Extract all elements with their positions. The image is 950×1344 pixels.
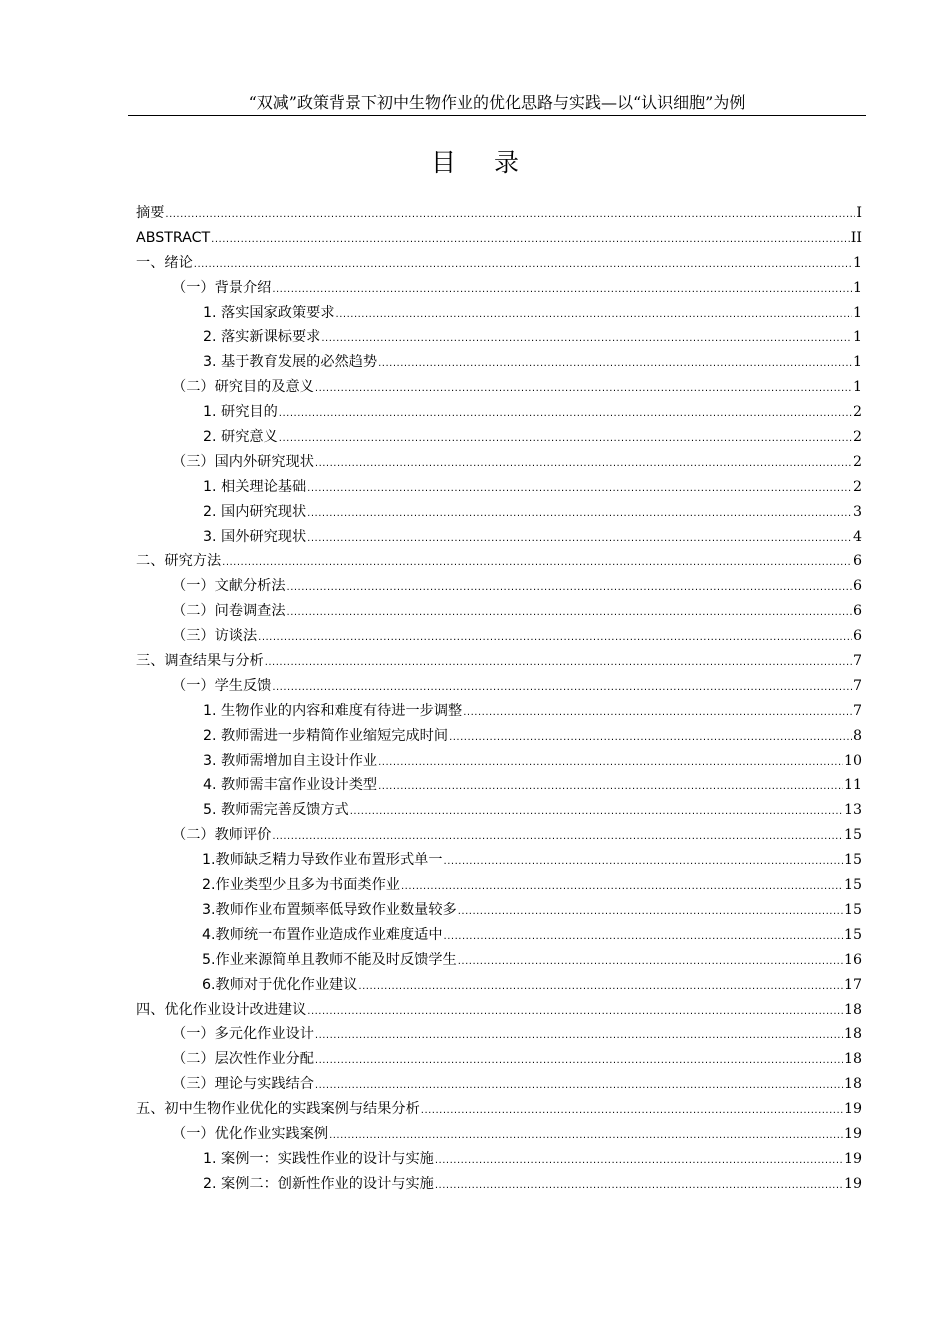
- toc-entry[interactable]: [136, 948, 862, 973]
- toc-entry[interactable]: [136, 624, 862, 649]
- toc-page-number: 18: [843, 1001, 862, 1018]
- toc-entry-text: 二、研究方法: [136, 553, 222, 570]
- toc-dot-leader: [211, 228, 850, 253]
- toc-page-number: 19: [843, 1101, 862, 1118]
- toc-entry[interactable]: [136, 301, 862, 326]
- toc-entry[interactable]: [136, 226, 862, 251]
- toc-entry[interactable]: [136, 1072, 862, 1097]
- toc-dot-leader: [287, 601, 852, 626]
- toc-entry[interactable]: [136, 400, 862, 425]
- toc-entry-text: ABSTRACT: [136, 229, 211, 246]
- toc-entry[interactable]: [136, 425, 862, 450]
- page-title: 目录: [430, 148, 557, 177]
- toc-dot-leader: [458, 900, 843, 925]
- toc-entry[interactable]: [136, 699, 862, 724]
- toc-entry-text: 3.教师作业布置频率低导致作业数量较多: [202, 901, 457, 918]
- toc-dot-leader: [307, 527, 852, 552]
- toc-page-number: 6: [852, 628, 862, 645]
- toc-dot-leader: [307, 1000, 843, 1025]
- toc-dot-leader: [435, 1149, 843, 1174]
- toc-entry-text: （一）文献分析法: [172, 578, 286, 595]
- toc-page-number: 6: [852, 603, 862, 620]
- toc-dot-leader: [444, 925, 843, 950]
- toc-entry[interactable]: [136, 823, 862, 848]
- toc-dot-leader: [279, 402, 852, 427]
- toc-page-number: 2: [852, 404, 862, 421]
- toc-page-number: 7: [852, 702, 862, 719]
- toc-entry-text: （三）访谈法: [172, 628, 258, 645]
- toc-page-number: 2: [852, 478, 862, 495]
- toc-entry[interactable]: [136, 749, 862, 774]
- toc-entry-text: 1.教师缺乏精力导致作业布置形式单一: [202, 852, 443, 869]
- toc-page-number: 18: [843, 1051, 862, 1068]
- toc-entry-text: 2. 国内研究现状: [203, 503, 307, 520]
- toc-dot-leader: [458, 950, 843, 975]
- toc-page-number: 7: [852, 653, 862, 670]
- toc-dot-leader: [258, 626, 852, 651]
- toc-entry[interactable]: [136, 724, 862, 749]
- toc-dot-leader: [315, 1049, 843, 1074]
- toc-entry[interactable]: [136, 848, 862, 873]
- toc-dot-leader: [315, 1074, 843, 1099]
- toc-page-number: 8: [852, 727, 862, 744]
- toc-entry[interactable]: [136, 1022, 862, 1047]
- toc-entry[interactable]: [136, 525, 862, 550]
- toc-dot-leader: [321, 327, 852, 352]
- toc-entry-text: 摘要: [136, 205, 165, 221]
- toc-dot-leader: [378, 352, 852, 377]
- toc-entry-text: 6.教师对于优化作业建议: [202, 976, 358, 993]
- toc-entry[interactable]: [136, 276, 862, 301]
- toc-page-number: 1: [852, 304, 862, 321]
- toc-entry[interactable]: [136, 1147, 862, 1172]
- toc-entry[interactable]: [136, 923, 862, 948]
- toc-entry-text: （一）学生反馈: [172, 677, 272, 694]
- toc-entry-text: 三、调查结果与分析: [136, 653, 264, 670]
- toc-page-number: 7: [852, 677, 862, 694]
- toc-dot-leader: [378, 775, 843, 800]
- toc-dot-leader: [350, 800, 843, 825]
- toc-entry-text: （三）国内外研究现状: [172, 453, 314, 470]
- toc-entry-text: （一）优化作业实践案例: [172, 1125, 329, 1142]
- toc-dot-leader: [165, 203, 855, 228]
- toc-entry[interactable]: [136, 873, 862, 898]
- toc-page-number: 15: [843, 877, 862, 894]
- toc-entry-text: （二）研究目的及意义: [172, 379, 314, 396]
- toc-page-number: 16: [843, 951, 862, 968]
- toc-entry-text: 5. 教师需完善反馈方式: [203, 802, 349, 819]
- toc-dot-leader: [336, 303, 852, 328]
- toc-dot-leader: [435, 1174, 843, 1199]
- toc-page-number: 11: [843, 777, 862, 794]
- toc-entry[interactable]: [136, 1047, 862, 1072]
- toc-entry-text: （一）背景介绍: [172, 279, 272, 296]
- toc-dot-leader: [421, 1099, 843, 1124]
- toc-entry-text: 2.作业类型少且多为书面类作业: [202, 877, 400, 894]
- toc-dot-leader: [378, 751, 843, 776]
- toc-entry[interactable]: [136, 549, 862, 574]
- toc-entry[interactable]: [136, 674, 862, 699]
- toc-entry[interactable]: [136, 1122, 862, 1147]
- toc-entry[interactable]: [136, 251, 862, 276]
- toc-dot-leader: [287, 576, 852, 601]
- toc-entry[interactable]: [136, 574, 862, 599]
- toc-entry[interactable]: [136, 998, 862, 1023]
- toc-entry-text: 2. 教师需进一步精简作业缩短完成时间: [203, 727, 449, 744]
- toc-entry-text: 1. 生物作业的内容和难度有待进一步调整: [203, 702, 463, 719]
- toc-dot-leader: [463, 701, 852, 726]
- toc-page-number: 1: [852, 279, 862, 296]
- toc-entry[interactable]: [136, 475, 862, 500]
- toc-entry[interactable]: [136, 350, 862, 375]
- toc-dot-leader: [265, 651, 852, 676]
- toc-entry[interactable]: [136, 773, 862, 798]
- toc-page-number: 6: [852, 578, 862, 595]
- toc-entry-text: （二）问卷调查法: [172, 603, 286, 620]
- toc-page-number: 10: [843, 752, 862, 769]
- toc-entry-text: （二）教师评价: [172, 827, 272, 844]
- toc-entry[interactable]: [136, 1097, 862, 1122]
- toc-dot-leader: [358, 975, 843, 1000]
- toc-page-number: 4: [852, 528, 862, 545]
- toc-page-number: 1: [852, 354, 862, 371]
- toc-entry-text: （二）层次性作业分配: [172, 1051, 314, 1068]
- toc-page-number: 18: [843, 1026, 862, 1043]
- toc-dot-leader: [307, 477, 852, 502]
- toc-page-number: II: [850, 229, 862, 246]
- toc-dot-leader: [401, 875, 843, 900]
- header-rule: [128, 115, 866, 116]
- toc-dot-leader: [449, 726, 852, 751]
- toc-entry-text: 五、初中生物作业优化的实践案例与结果分析: [136, 1101, 420, 1118]
- toc-entry-text: 1. 研究目的: [203, 404, 278, 421]
- toc-dot-leader: [315, 1024, 843, 1049]
- toc-page-number: 2: [852, 429, 862, 446]
- toc-entry-text: 3. 国外研究现状: [203, 528, 307, 545]
- toc-entry-text: 1. 相关理论基础: [203, 478, 307, 495]
- toc-entry[interactable]: [136, 973, 862, 998]
- toc-entry-text: 2. 研究意义: [203, 429, 278, 446]
- toc-page-number: 15: [843, 827, 862, 844]
- toc-dot-leader: [272, 278, 852, 303]
- toc-entry-text: 四、优化作业设计改进建议: [136, 1001, 307, 1018]
- toc-entry-text: （一）多元化作业设计: [172, 1026, 314, 1043]
- toc-page-number: 19: [843, 1125, 862, 1142]
- toc-page-number: I: [856, 205, 862, 221]
- toc-entry-text: 1. 案例一：实践性作业的设计与实施: [203, 1150, 434, 1167]
- toc-dot-leader: [444, 850, 843, 875]
- toc-dot-leader: [272, 676, 852, 701]
- toc-page-number: 1: [852, 329, 862, 346]
- toc-page-number: 6: [852, 553, 862, 570]
- toc-entry[interactable]: [136, 599, 862, 624]
- toc-entry[interactable]: [136, 325, 862, 350]
- toc-entry-text: （三）理论与实践结合: [172, 1076, 314, 1093]
- toc-dot-leader: [315, 377, 852, 402]
- toc-page-number: 17: [843, 976, 862, 993]
- toc-page-number: 19: [843, 1150, 862, 1167]
- toc-dot-leader: [329, 1124, 843, 1149]
- running-header-title: “双减”政策背景下初中生物作业的优化思路与实践—以“认识细胞”为例: [248, 93, 746, 112]
- toc-entry[interactable]: [136, 798, 862, 823]
- toc-entry-text: 4.教师统一布置作业造成作业难度适中: [202, 926, 443, 943]
- toc-dot-leader: [222, 551, 852, 576]
- toc-page-number: 13: [843, 802, 862, 819]
- toc-entry[interactable]: [136, 898, 862, 923]
- toc-entry-text: 1. 落实国家政策要求: [203, 304, 335, 321]
- toc-page-number: 18: [843, 1076, 862, 1093]
- toc-entry[interactable]: [136, 500, 862, 525]
- toc-entry[interactable]: [136, 1172, 862, 1197]
- toc-entry-text: 2. 落实新课标要求: [203, 329, 321, 346]
- toc-page-number: 1: [852, 379, 862, 396]
- toc-dot-leader: [307, 502, 852, 527]
- toc-entry-text: 4. 教师需丰富作业设计类型: [203, 777, 378, 794]
- toc-entry-text: 一、绪论: [136, 254, 193, 271]
- toc-page-number: 15: [843, 852, 862, 869]
- toc-entry-text: 5.作业来源简单且教师不能及时反馈学生: [202, 951, 457, 968]
- toc-page-number: 15: [843, 901, 862, 918]
- table-of-contents: [136, 201, 862, 1197]
- toc-entry[interactable]: [136, 649, 862, 674]
- toc-dot-leader: [279, 427, 852, 452]
- toc-page-number: 3: [852, 503, 862, 520]
- toc-page-number: 1: [852, 254, 862, 271]
- toc-entry[interactable]: [136, 450, 862, 475]
- toc-entry-text: 3. 基于教育发展的必然趋势: [203, 354, 378, 371]
- toc-page-number: 15: [843, 926, 862, 943]
- toc-entry-text: 2. 案例二：创新性作业的设计与实施: [203, 1175, 434, 1192]
- toc-page-number: 19: [843, 1175, 862, 1192]
- toc-dot-leader: [194, 253, 852, 278]
- toc-entry[interactable]: [136, 375, 862, 400]
- toc-entry[interactable]: [136, 201, 862, 226]
- toc-dot-leader: [272, 825, 843, 850]
- toc-page-number: 2: [852, 453, 862, 470]
- toc-entry-text: 3. 教师需增加自主设计作业: [203, 752, 378, 769]
- toc-dot-leader: [315, 452, 852, 477]
